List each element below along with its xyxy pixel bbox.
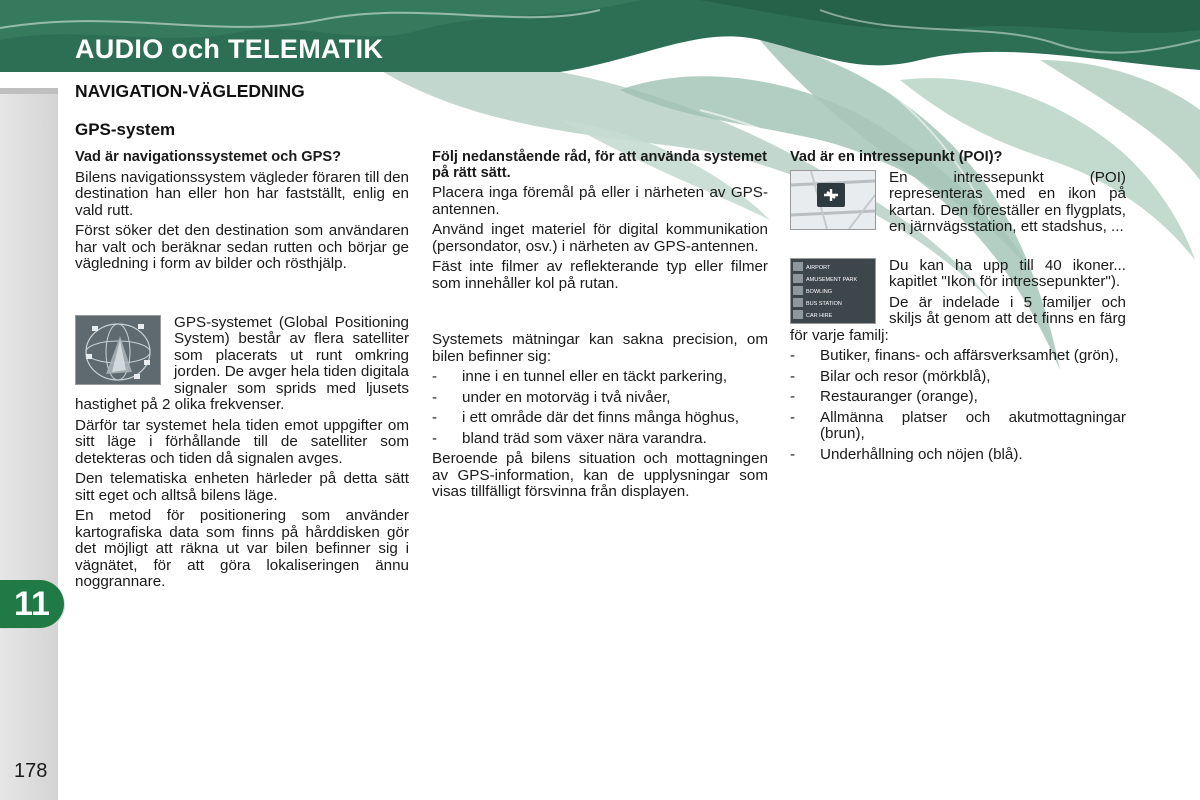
poi-list-item: AMUSEMENT PARK — [806, 276, 858, 283]
list-item: - Bilar och resor (mörkblå), — [790, 369, 1126, 386]
section-title: NAVIGATION-VÄGLEDNING — [75, 81, 305, 101]
paragraph: GPS-systemet (Global Positioning System) består av flera satelliter som placerats ut runt omkring jorden. De avger hela tiden digitala signaler som sprids med ljusets hastighet på 2 olika frekvenser. — [75, 313, 409, 413]
paragraph: En metod för positionering som använder kartografiska data som finns på hårddisken gör det möjligt att räkna ut var bilen befinner sig i vägnätet, för att göra lokaliseringen ännu noggrannare. — [75, 507, 409, 590]
paragraph: Du kan ha upp till 40 ikoner... kapitlet "Ikon för intressepunkter"). — [889, 256, 1126, 290]
paragraph: Systemets mätningar kan sakna precision, om bilen befinner sig: — [432, 331, 768, 365]
paragraph: Därför tar systemet hela tiden emot uppgifter om sitt läge i förhållande till de satelliter som detekteras och tiden då signalen avges. — [75, 416, 409, 467]
poi-family-list — [790, 348, 1126, 463]
paragraph: Placera inga föremål på eller i närheten av GPS-antennen. — [432, 184, 768, 218]
page-sidebar — [0, 88, 58, 800]
paragraph: Först söker det den destination som användaren har valt och beräknar sedan rutten och börjar ge vägledning i form av bilder och rösthjälp. — [75, 222, 409, 272]
column-2 — [432, 150, 768, 505]
chapter-tab: 11 — [0, 580, 64, 628]
list-item: - Butiker, finans- och affärsverksamhet (grön), — [790, 348, 1126, 365]
list-item: - Restauranger (orange), — [790, 389, 1126, 406]
subsection-title: GPS-system — [75, 120, 176, 139]
poi-list-item: AIRPORT — [806, 264, 831, 271]
paragraph: Fäst inte filmer av reflekterande typ eller filmer som innehåller kol på rutan. — [432, 258, 768, 292]
chapter-title: AUDIO och TELEMATIK — [75, 34, 384, 64]
poi-heading: Vad är en intressepunkt (POI)? — [790, 149, 1003, 165]
gps-question-heading: Vad är navigationssystemet och GPS? — [75, 149, 342, 165]
gps-satellite-illustration — [75, 315, 161, 385]
paragraph: Använd inget materiel för digital kommunikation (persondator, osv.) i närheten av GPS-antennen. — [432, 221, 768, 255]
paragraph: Den telematiska enheten härleder på detta sätt sitt eget och alltså bilens läge. — [75, 470, 409, 504]
poi-list-item: CAR HIRE — [806, 312, 833, 319]
list-item: - under en motorväg i två nivåer, — [432, 390, 768, 407]
list-item: - bland träd som växer nära varandra. — [432, 431, 768, 448]
poi-list-item: BUS STATION — [806, 300, 842, 307]
page-number: 178 — [14, 760, 48, 782]
poi-map-illustration — [790, 170, 876, 230]
sidebar-cap — [0, 88, 58, 94]
column-3 — [790, 150, 1126, 467]
list-item: - inne i en tunnel eller en täckt parkering, — [432, 369, 768, 386]
column-1 — [75, 150, 409, 595]
list-item: - i ett område där det finns många höghus, — [432, 410, 768, 427]
advice-heading: Följ nedanstående råd, för att använda systemet på rätt sätt. — [432, 149, 767, 181]
paragraph: De är indelade i 5 familjer och skiljs åt genom att det finns en färg för varje familj: — [790, 293, 1126, 344]
precision-list — [432, 369, 768, 447]
list-item: - Underhållning och nöjen (blå). — [790, 447, 1126, 464]
paragraph: Beroende på bilens situation och mottagningen av GPS-information, kan de upplysningar som visas tillfälligt försvinna från displayen. — [432, 450, 768, 500]
poi-list-item: BOWLING — [806, 288, 832, 295]
paragraph: Bilens navigationssystem vägleder föraren till den destination han eller hon har fastställt, enlig en vald rutt. — [75, 168, 409, 219]
list-item: - Allmänna platser och akutmottagningar (brun), — [790, 410, 1126, 443]
paragraph: En intressepunkt (POI) representeras med en ikon på kartan. Den föreställer en flygplats, en järnvägsstation, ett stadshus, ... — [889, 168, 1126, 235]
poi-list-illustration — [790, 258, 876, 324]
